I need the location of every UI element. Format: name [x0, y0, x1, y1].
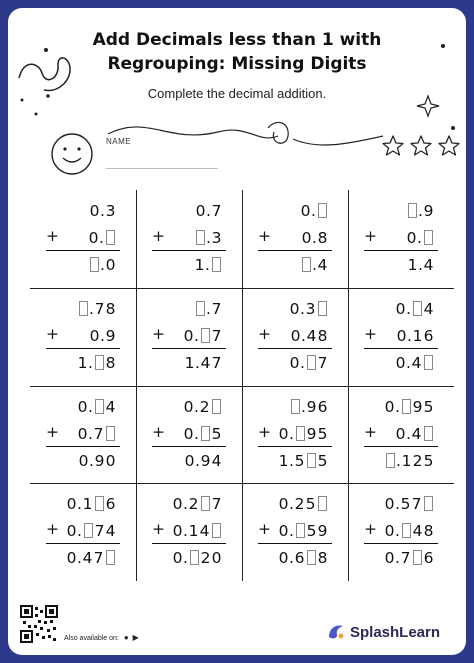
missing-digit-box[interactable]: [318, 203, 327, 218]
plus-sign: +: [258, 520, 271, 539]
missing-digit-box[interactable]: [424, 355, 433, 370]
missing-digit-box[interactable]: [402, 523, 411, 538]
apple-icon: ●: [123, 633, 129, 642]
plus-sign: +: [46, 520, 59, 539]
problem-cell: [136, 483, 242, 581]
smiley-icon: [50, 132, 94, 176]
sum-rule: [364, 543, 438, 544]
play-store-icon: ▶: [132, 633, 139, 642]
title-line-2: Regrouping: Missing Digits: [107, 54, 367, 74]
addend-bottom: 0 . 5: [183, 424, 222, 443]
missing-digit-box[interactable]: [307, 355, 316, 370]
splashlearn-logo: [326, 622, 440, 642]
addend-top: 0 . 9 5: [384, 397, 434, 416]
missing-digit-box[interactable]: [95, 399, 104, 414]
addend-bottom: 0 . 5 9: [278, 522, 328, 541]
missing-digit-box[interactable]: [413, 301, 422, 316]
problem-cell: [348, 288, 454, 386]
problem-cell: [242, 190, 348, 288]
problem-cell: [348, 483, 454, 581]
missing-digit-box[interactable]: [201, 496, 210, 511]
sum-rule: [364, 446, 438, 447]
missing-digit-box[interactable]: [318, 496, 327, 511]
brand-name: SplashLearn: [350, 623, 441, 641]
title-line-1: Add Decimals less than 1 with: [92, 30, 382, 50]
grid-divider: [348, 190, 349, 581]
worksheet-title: [8, 28, 466, 76]
sum: 0 . 6 8: [278, 549, 328, 568]
plus-sign: +: [258, 227, 271, 245]
addend-bottom: . 3: [194, 225, 222, 247]
problem-cell: [30, 483, 136, 581]
addend-top: 0 . 3: [289, 296, 328, 318]
missing-digit-box[interactable]: [424, 230, 433, 245]
missing-digit-box[interactable]: [402, 399, 411, 414]
qr-code: [20, 605, 58, 643]
sum-rule: [258, 348, 332, 349]
sum-rule: [258, 446, 332, 447]
missing-digit-box[interactable]: [318, 301, 327, 316]
addend-top: 0 . 4: [77, 397, 116, 416]
sum: . 4: [300, 252, 328, 274]
sum-rule: [152, 543, 226, 544]
missing-digit-box[interactable]: [106, 550, 115, 565]
problem-cell: [136, 288, 242, 386]
star-icon: [439, 136, 459, 155]
grid-divider: [30, 386, 454, 387]
addend-bottom: 0 .: [88, 225, 116, 247]
addend-top: 0 . 3: [89, 202, 116, 220]
problem-cell: [30, 288, 136, 386]
worksheet-page: [8, 8, 466, 655]
addend-top: 0 . 1 6: [66, 495, 116, 514]
missing-digit-box[interactable]: [424, 496, 433, 511]
sum-rule: [46, 250, 120, 251]
addend-top: . 7: [194, 296, 222, 318]
addend-bottom: 0 .: [406, 225, 434, 247]
missing-digit-box[interactable]: [291, 399, 300, 414]
missing-digit-box[interactable]: [95, 355, 104, 370]
missing-digit-box[interactable]: [307, 550, 316, 565]
star-icon: [411, 136, 431, 155]
missing-digit-box[interactable]: [296, 426, 305, 441]
plus-sign: +: [364, 520, 377, 539]
plus-sign: +: [258, 324, 271, 343]
plus-sign: +: [152, 520, 165, 539]
missing-digit-box[interactable]: [212, 257, 221, 272]
missing-digit-box[interactable]: [79, 301, 88, 316]
sum-rule: [152, 348, 226, 349]
addend-top: . 9: [406, 198, 434, 220]
sum: 1 . 4: [407, 256, 434, 274]
addend-top: 0 . 2 5: [278, 491, 328, 513]
plus-sign: +: [364, 422, 377, 441]
addend-top: 0 .: [300, 198, 328, 220]
plus-sign: +: [152, 324, 165, 343]
addend-top: 0 . 4: [395, 299, 434, 318]
missing-digit-box[interactable]: [106, 426, 115, 441]
sum-rule: [364, 250, 438, 251]
missing-digit-box[interactable]: [84, 523, 93, 538]
missing-digit-box[interactable]: [201, 426, 210, 441]
plus-sign: +: [46, 324, 59, 343]
sum-rule: [152, 446, 226, 447]
addend-bottom: 0 . 9: [89, 326, 116, 345]
addend-bottom: 0 . 4 8: [384, 522, 434, 541]
name-field[interactable]: [106, 168, 218, 169]
sum: 0 . 9 0: [78, 451, 116, 470]
problem-cell: [348, 190, 454, 288]
wave-decoration: [108, 114, 388, 154]
grid-divider: [30, 483, 454, 484]
plus-sign: +: [152, 422, 165, 441]
sum: 1 .: [194, 252, 222, 274]
problem-cell: [242, 483, 348, 581]
sum-rule: [46, 348, 120, 349]
missing-digit-box[interactable]: [90, 257, 99, 272]
sum: 0 . 2 0: [172, 549, 222, 568]
problem-cell: [348, 386, 454, 484]
rating-stars: [380, 133, 462, 161]
addend-bottom: 0 . 4 8: [290, 326, 328, 345]
addend-bottom: 0 . 7 4: [66, 522, 116, 541]
missing-digit-box[interactable]: [307, 453, 316, 468]
addend-bottom: 0 . 4: [395, 421, 434, 443]
sum: 0 . 4 7: [66, 545, 116, 567]
missing-digit-box[interactable]: [201, 328, 210, 343]
missing-digit-box[interactable]: [196, 301, 205, 316]
splashlearn-logo-icon: [326, 622, 346, 642]
addend-top: 0 . 2: [183, 394, 222, 416]
sum: 0 . 4: [395, 350, 434, 372]
sum: 1 . 4 7: [184, 353, 222, 372]
sum: 0 . 7 6: [384, 549, 434, 568]
missing-digit-box[interactable]: [408, 203, 417, 218]
sum-rule: [364, 348, 438, 349]
sum-rule: [152, 250, 226, 251]
plus-sign: +: [46, 422, 59, 441]
missing-digit-box[interactable]: [296, 523, 305, 538]
name-label: NAME: [106, 137, 132, 146]
available-on-label: Also available on: ● ▶: [64, 633, 139, 642]
missing-digit-box[interactable]: [424, 426, 433, 441]
sum: 1 . 5 5: [278, 451, 328, 470]
sum: 0 . 9 4: [184, 451, 222, 470]
sum: . 1 2 5: [384, 448, 434, 470]
sum-rule: [258, 250, 332, 251]
sum-rule: [46, 543, 120, 544]
addend-bottom: 0 . 7: [183, 326, 222, 345]
missing-digit-box[interactable]: [386, 453, 395, 468]
missing-digit-box[interactable]: [413, 550, 422, 565]
plus-sign: +: [46, 227, 59, 245]
sum: . 0: [88, 252, 116, 274]
problem-cell: [30, 386, 136, 484]
problem-cell: [242, 386, 348, 484]
addend-top: . 9 6: [289, 394, 328, 416]
missing-digit-box[interactable]: [95, 496, 104, 511]
problem-cell: [30, 190, 136, 288]
addend-bottom: 0 . 1 6: [396, 326, 434, 345]
missing-digit-box[interactable]: [106, 230, 115, 245]
instructions: Complete the decimal addition.: [147, 86, 327, 101]
missing-digit-box[interactable]: [212, 523, 221, 538]
sum-rule: [258, 543, 332, 544]
plus-sign: +: [364, 324, 377, 343]
missing-digit-box[interactable]: [302, 257, 311, 272]
sum: 0 . 7: [289, 353, 328, 372]
addend-top: 0 . 7: [195, 202, 222, 220]
problem-cell: [136, 386, 242, 484]
problem-cell: [136, 190, 242, 288]
addend-top: 0 . 5 7: [384, 491, 434, 513]
star-icon: [383, 136, 403, 155]
plus-sign: +: [152, 227, 165, 245]
missing-digit-box[interactable]: [212, 399, 221, 414]
problem-cell: [242, 288, 348, 386]
missing-digit-box[interactable]: [196, 230, 205, 245]
plus-sign: +: [258, 422, 271, 441]
missing-digit-box[interactable]: [190, 550, 199, 565]
plus-sign: +: [364, 227, 377, 245]
addend-bottom: 0 . 1 4: [172, 518, 222, 540]
sum-rule: [46, 446, 120, 447]
addend-top: . 7 8: [77, 296, 116, 318]
addend-bottom: 0 . 8: [301, 229, 328, 247]
sum: 1 . 8: [77, 353, 116, 372]
addend-top: 0 . 2 7: [172, 495, 222, 514]
addend-bottom: 0 . 7: [77, 421, 116, 443]
addend-bottom: 0 . 9 5: [278, 424, 328, 443]
